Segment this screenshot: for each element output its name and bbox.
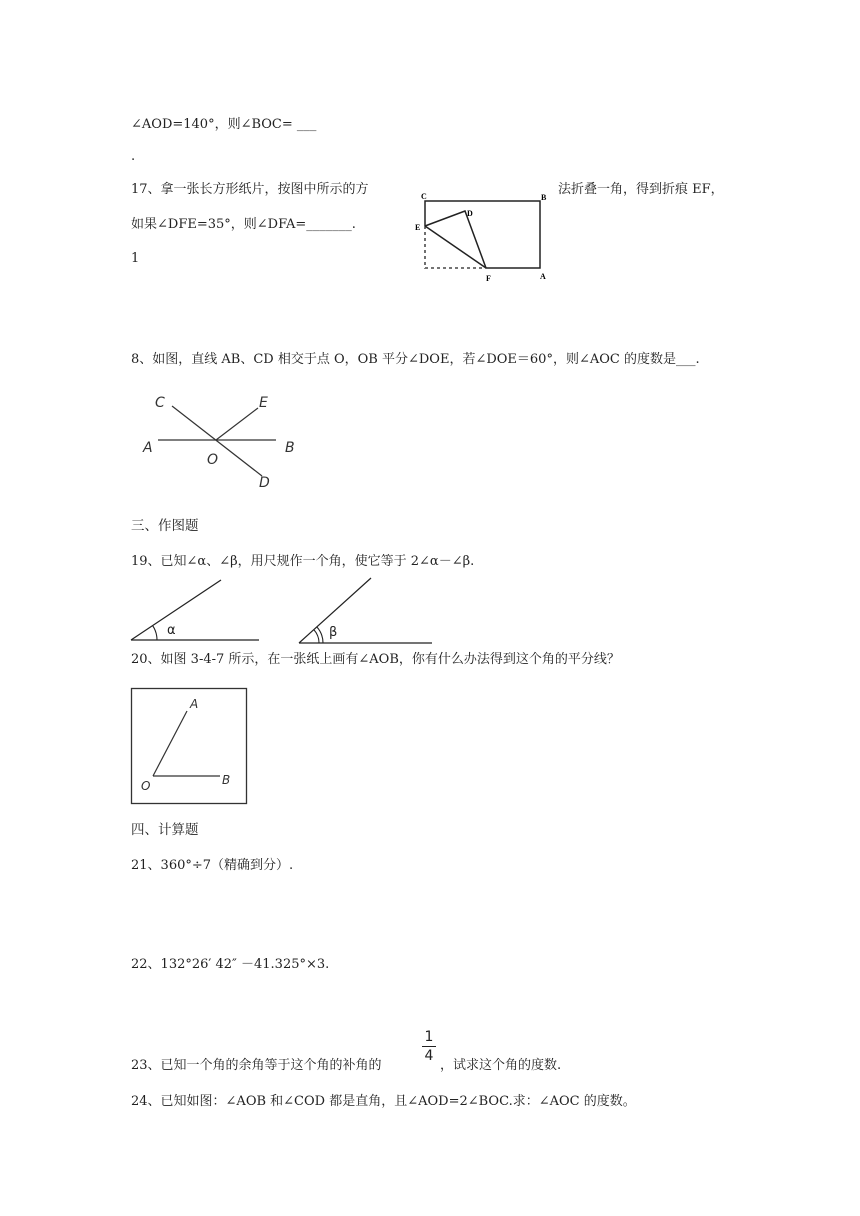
label-c: C xyxy=(155,395,165,411)
q19-text: 19、已知∠α、∠β，用尺规作一个角，使它等于 2∠α－∠β. xyxy=(131,554,475,569)
q16-tail-text: ∠AOD=140°，则∠BOC= ___ xyxy=(131,117,317,132)
q16-period: . xyxy=(131,149,136,164)
label-d: D xyxy=(467,209,473,218)
crease-ef xyxy=(425,226,486,268)
label-f: F xyxy=(486,274,491,283)
label-alpha: α xyxy=(167,623,176,638)
label-c: C xyxy=(421,192,427,201)
q17-text-part3: 如果∠DFE=35°，则∠DFA=_______. xyxy=(131,217,356,232)
q18-intersecting-lines-figure xyxy=(138,390,308,492)
angle-alpha xyxy=(131,580,259,640)
label-e: E xyxy=(415,223,421,232)
q17-text-part1: 17、拿一张长方形纸片，按图中所示的方 xyxy=(131,182,369,197)
ray-oa xyxy=(153,711,187,776)
q20-angle-aob-figure xyxy=(128,685,252,809)
fraction-numerator: 1 xyxy=(422,1028,436,1047)
fraction-denominator: 4 xyxy=(424,1048,434,1064)
label-d: D xyxy=(259,475,270,491)
q17-folded-rectangle-figure xyxy=(410,188,560,286)
q19-angles-figure xyxy=(125,572,440,648)
q21-text: 21、360°÷7（精确到分）. xyxy=(131,858,294,873)
angle-beta xyxy=(299,578,432,643)
section-3-heading: 三、作图题 xyxy=(131,518,199,534)
label-b: B xyxy=(285,440,295,456)
q23-text-part2: ，试求这个角的度数. xyxy=(440,1058,562,1073)
q20-text: 20、如图 3-4-7 所示，在一张纸上画有∠AOB，你有什么办法得到这个角的平分线？ xyxy=(131,652,620,667)
label-b: B xyxy=(222,773,231,787)
label-e: E xyxy=(259,395,268,411)
ray-oe xyxy=(216,408,258,440)
q24-text: 24、已知如图：∠AOB 和∠COD 都是直角，且∠AOD=2∠BOC.求：∠AOC 的度数。 xyxy=(131,1094,636,1109)
folded-triangle xyxy=(425,211,486,268)
q17-text-part2: 法折叠一角，得到折痕 EF， xyxy=(558,182,724,197)
label-beta: β xyxy=(329,625,338,640)
label-a: A xyxy=(190,697,199,711)
label-o: O xyxy=(207,452,219,468)
label-o: O xyxy=(141,779,151,793)
label-a: A xyxy=(143,440,153,456)
q17-number-fragment: 1 xyxy=(131,251,140,266)
label-b: B xyxy=(541,193,547,202)
q23-text-part1: 23、已知一个角的余角等于这个角的补角的 xyxy=(131,1058,382,1073)
q23-fraction xyxy=(422,1028,436,1065)
label-a: A xyxy=(540,272,546,281)
q18-text: 8、如图，直线 AB、CD 相交于点 O，OB 平分∠DOE，若∠DOE＝60°，则∠AOC 的度数是___. xyxy=(131,352,700,367)
q22-text: 22、132°26′ 42″ －41.325°×3. xyxy=(131,957,330,972)
section-4-heading: 四、计算题 xyxy=(131,822,199,838)
